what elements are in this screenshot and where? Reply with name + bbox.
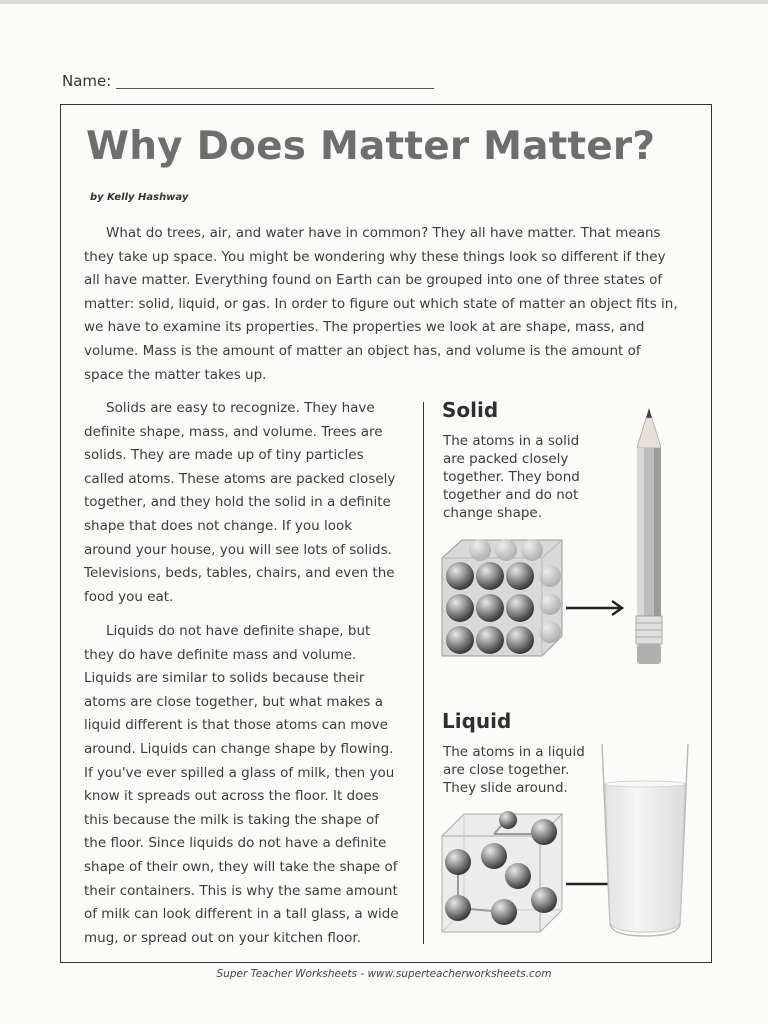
liquid-description: The atoms in a liquid are close together. They slide around. xyxy=(443,744,585,796)
article-title: Why Does Matter Matter? xyxy=(86,124,656,169)
page-top-edge xyxy=(0,0,768,4)
name-field-line xyxy=(116,88,434,89)
solid-arrow-icon xyxy=(566,598,628,618)
intro-paragraph: What do trees, air, and water have in common? They all have matter. That means they take up space. You might be wondering why these things look so different if they all have matter. Everything found on Earth can be grouped into one of three states of matter: solid, liquid, or gas. In order to figure out which state of matter an object fits in, we have to examine its properties. The properties we look at are shape, mass, and volume. Mass is the amount of matter an object has, and volume is the amount of space the matter takes up. xyxy=(84,225,678,383)
liquid-heading: Liquid xyxy=(442,709,512,733)
pencil-illustration xyxy=(632,408,666,668)
solid-heading: Solid xyxy=(442,398,499,422)
column-divider xyxy=(423,402,424,944)
glass-of-milk-illustration xyxy=(598,742,692,938)
liquids-paragraph: Liquids do not have definite shape, but they do have definite mass and volume. Liquids are similar to solids because their atoms are close together, but what makes a liquid different is that those atoms can move around. Liquids can change shape by flowing. If you've ever spilled a glass of milk, then you know it spreads out across the floor. It does this because the milk is taking the shape of the floor. Since liquids do not have a definite shape of their own, they will take the shape of their containers. This is why the same amount of milk can look different in a tall glass, a wide mug, or spread out on your kitchen floor. xyxy=(84,623,399,946)
name-label: Name: xyxy=(62,72,112,90)
solids-section xyxy=(84,397,402,609)
liquid-atom-cube-illustration xyxy=(440,812,566,934)
solids-paragraph: Solids are easy to recognize. They have definite shape, mass, and volume. Trees are solids. They are made up of tiny particles called atoms. These atoms are packed closely together, and they hold the solid in a definite shape that does not change. If you look around your house, you will see lots of solids. Televisions, beds, tables, chairs, and even the food you eat. xyxy=(84,400,396,605)
solid-atom-cube-illustration xyxy=(440,538,566,660)
liquids-section xyxy=(84,620,402,950)
page-footer: Super Teacher Worksheets - www.superteacherworksheets.com xyxy=(216,968,552,980)
article-byline: by Kelly Hashway xyxy=(90,192,189,203)
solid-description: The atoms in a solid are packed closely together. They bond together and do not change shape. xyxy=(443,433,580,521)
